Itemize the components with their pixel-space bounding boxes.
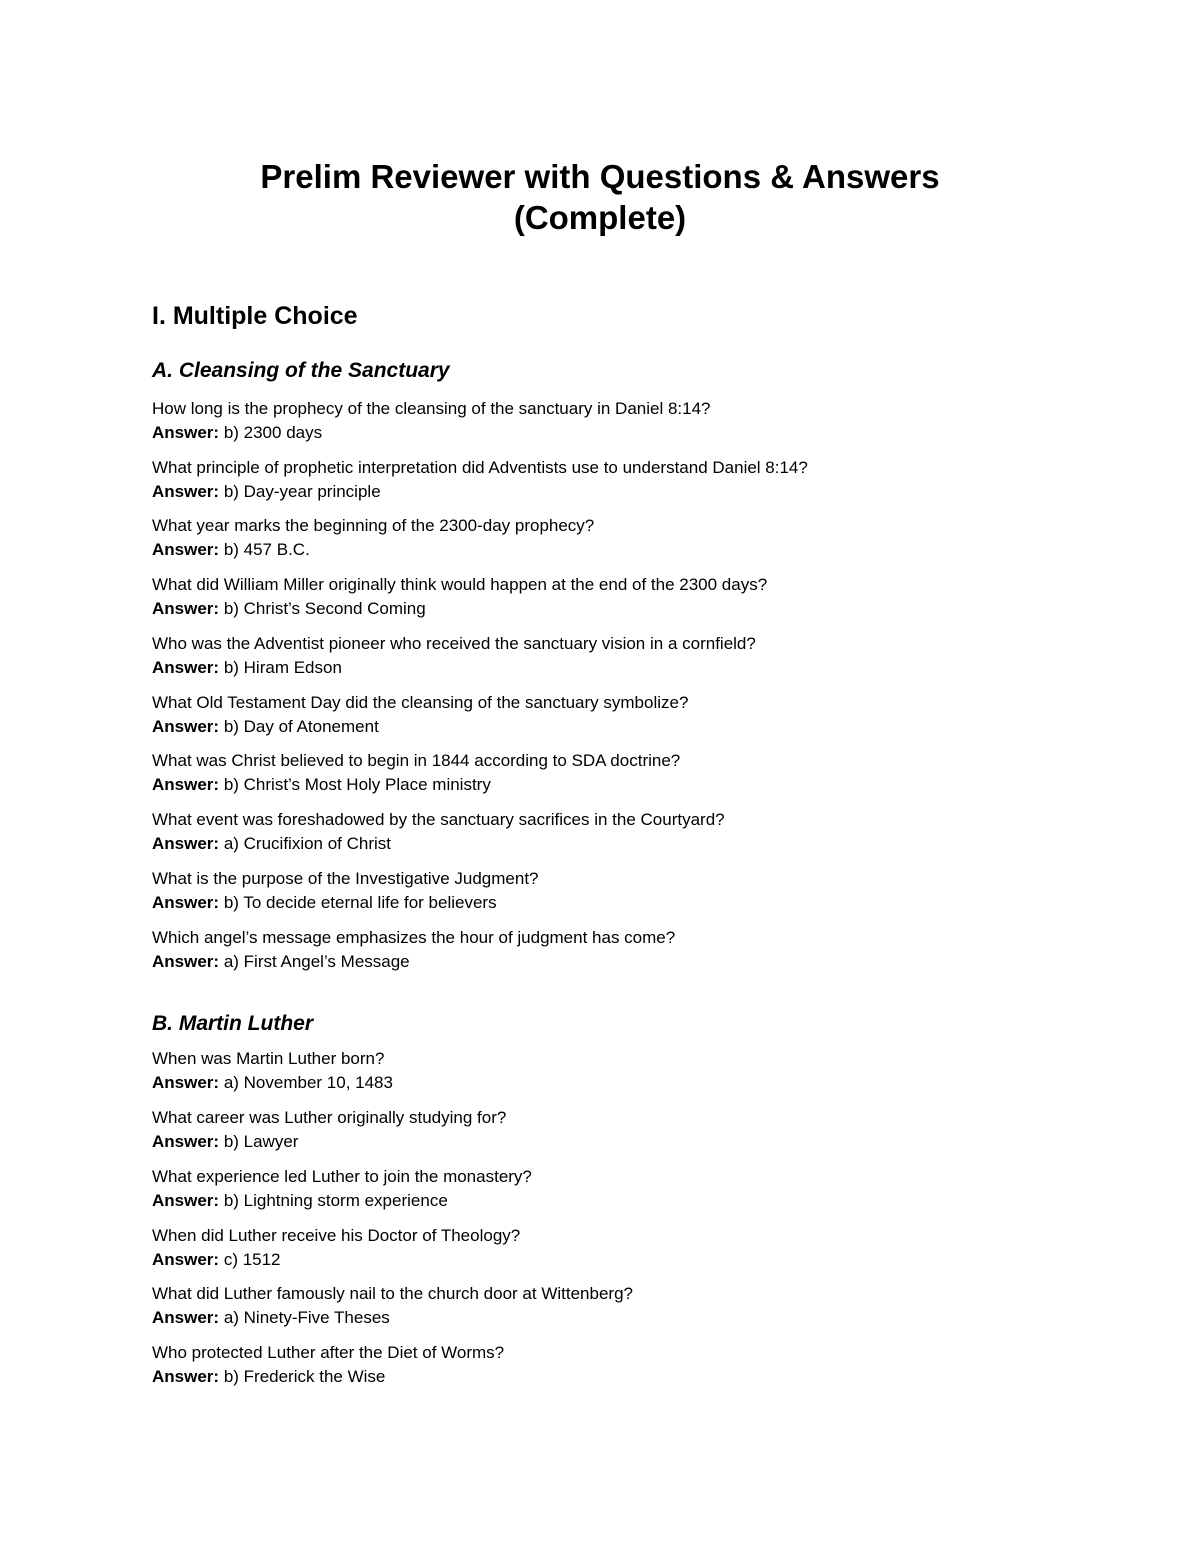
answer-text: b) Lightning storm experience xyxy=(223,1191,448,1210)
question-text: What did Luther famously nail to the church door at Wittenberg? xyxy=(152,1284,633,1303)
answer-line xyxy=(152,538,1052,562)
question-text: What did William Miller originally think would happen at the end of the 2300 days? xyxy=(152,575,768,594)
answer-label: Answer: xyxy=(152,423,220,442)
qa-item xyxy=(152,867,1052,915)
qa-item xyxy=(152,456,1052,504)
question-text: What principle of prophetic interpretation did Adventists use to understand Daniel 8:14? xyxy=(152,458,808,477)
part-heading: I. Multiple Choice xyxy=(152,302,358,330)
question-text: What event was foreshadowed by the sanctuary sacrifices in the Courtyard? xyxy=(152,810,725,829)
answer-line xyxy=(152,1130,1052,1154)
question-text: Who was the Adventist pioneer who received the sanctuary vision in a cornfield? xyxy=(152,634,756,653)
qa-item xyxy=(152,1341,1052,1389)
answer-text: b) Christ’s Most Holy Place ministry xyxy=(223,775,491,794)
answer-label: Answer: xyxy=(152,540,220,559)
question-text: What career was Luther originally studying for? xyxy=(152,1108,507,1127)
answer-text: c) 1512 xyxy=(223,1250,281,1269)
answer-text: a) Ninety-Five Theses xyxy=(223,1308,390,1327)
answer-line xyxy=(152,1189,1052,1213)
title-line-2: (Complete) xyxy=(513,199,687,236)
answer-label: Answer: xyxy=(152,1308,220,1327)
answer-line xyxy=(152,656,1052,680)
question-text: What was Christ believed to begin in 1844 according to SDA doctrine? xyxy=(152,751,681,770)
answer-text: b) Lawyer xyxy=(223,1132,299,1151)
qa-item xyxy=(152,397,1052,445)
answer-text: a) November 10, 1483 xyxy=(223,1073,393,1092)
answer-label: Answer: xyxy=(152,1250,220,1269)
section-heading-b: B. Martin Luther xyxy=(152,1012,313,1035)
title-line-1: Prelim Reviewer with Questions & Answers xyxy=(260,158,940,195)
qa-item xyxy=(152,1282,1052,1330)
answer-text: b) 2300 days xyxy=(223,423,323,442)
answer-label: Answer: xyxy=(152,893,220,912)
answer-label: Answer: xyxy=(152,658,220,677)
qa-item xyxy=(152,514,1052,562)
qa-item xyxy=(152,573,1052,621)
qa-item xyxy=(152,808,1052,856)
document-title xyxy=(150,156,1050,238)
answer-text: a) Crucifixion of Christ xyxy=(223,834,392,853)
question-text: What Old Testament Day did the cleansing of the sanctuary symbolize? xyxy=(152,693,689,712)
answer-line xyxy=(152,832,1052,856)
answer-text: b) Frederick the Wise xyxy=(223,1367,386,1386)
answer-text: b) To decide eternal life for believers xyxy=(223,893,497,912)
question-text: What year marks the beginning of the 2300-day prophecy? xyxy=(152,516,595,535)
answer-label: Answer: xyxy=(152,952,220,971)
answer-text: b) Day-year principle xyxy=(223,482,381,501)
answer-label: Answer: xyxy=(152,1132,220,1151)
qa-item xyxy=(152,1224,1052,1272)
answer-label: Answer: xyxy=(152,482,220,501)
section-heading-a: A. Cleansing of the Sanctuary xyxy=(152,359,450,382)
qa-item xyxy=(152,926,1052,974)
question-text: When was Martin Luther born? xyxy=(152,1049,385,1068)
qa-item xyxy=(152,632,1052,680)
answer-line xyxy=(152,1071,1052,1095)
answer-line xyxy=(152,1365,1052,1389)
question-text: What experience led Luther to join the monastery? xyxy=(152,1167,532,1186)
question-text: How long is the prophecy of the cleansing of the sanctuary in Daniel 8:14? xyxy=(152,399,711,418)
answer-label: Answer: xyxy=(152,717,220,736)
answer-line xyxy=(152,597,1052,621)
qa-item xyxy=(152,749,1052,797)
question-text: Who protected Luther after the Diet of Worms? xyxy=(152,1343,505,1362)
question-text: Which angel’s message emphasizes the hour of judgment has come? xyxy=(152,928,676,947)
answer-text: b) Christ’s Second Coming xyxy=(223,599,426,618)
answer-label: Answer: xyxy=(152,775,220,794)
question-text: What is the purpose of the Investigative Judgment? xyxy=(152,869,539,888)
answer-label: Answer: xyxy=(152,834,220,853)
answer-text: a) First Angel’s Message xyxy=(223,952,410,971)
answer-label: Answer: xyxy=(152,599,220,618)
qa-item xyxy=(152,1106,1052,1154)
answer-line xyxy=(152,421,1052,445)
answer-text: b) 457 B.C. xyxy=(223,540,310,559)
answer-line xyxy=(152,480,1052,504)
question-text: When did Luther receive his Doctor of Theology? xyxy=(152,1226,521,1245)
qa-item xyxy=(152,1165,1052,1213)
answer-line xyxy=(152,773,1052,797)
qa-item xyxy=(152,691,1052,739)
answer-text: b) Hiram Edson xyxy=(223,658,342,677)
answer-line xyxy=(152,950,1052,974)
answer-line xyxy=(152,891,1052,915)
answer-line xyxy=(152,715,1052,739)
qa-item xyxy=(152,1047,1052,1095)
answer-label: Answer: xyxy=(152,1191,220,1210)
answer-line xyxy=(152,1306,1052,1330)
answer-line xyxy=(152,1248,1052,1272)
answer-text: b) Day of Atonement xyxy=(223,717,379,736)
answer-label: Answer: xyxy=(152,1073,220,1092)
answer-label: Answer: xyxy=(152,1367,220,1386)
